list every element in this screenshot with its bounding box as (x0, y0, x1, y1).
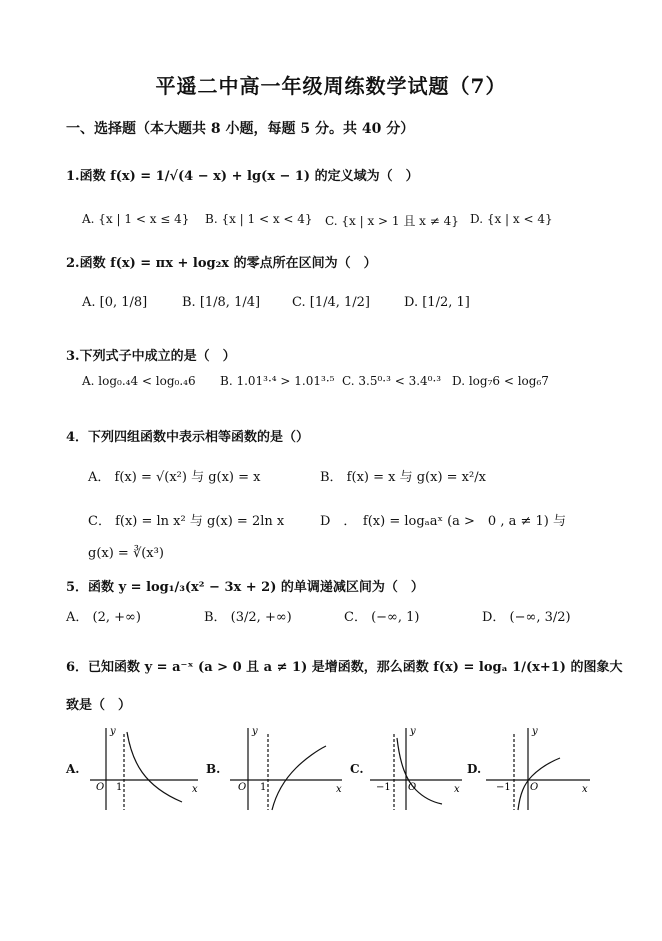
x-label: x (582, 784, 588, 795)
y-label: y (252, 726, 258, 737)
question-5-option-a: A． (2, +∞) (66, 610, 141, 625)
question-3-option-b: B. 1.01³·⁴ > 1.01³·⁵ (220, 374, 335, 388)
question-6-stem-line1: 6．已知函数 y = a⁻ˣ (a > 0 且 a ≠ 1) 是增函数，那么函数 f(x) = logₐ 1/(x+1) 的图象大 (66, 660, 623, 675)
question-1-option-b: B. {x | 1 < x < 4} (205, 212, 313, 226)
x-label: x (336, 784, 342, 795)
question-3-option-a: A. log₀.₄4 < log₀.₄6 (82, 374, 196, 388)
curve (518, 758, 560, 810)
question-1-option-c: C. {x | x > 1 且 x ≠ 4} (325, 214, 459, 228)
question-1-option-a: A. {x | 1 < x ≤ 4} (82, 212, 190, 226)
curve (397, 738, 442, 804)
graph-d (482, 724, 594, 814)
question-4-option-b: B． f(x) = x 与 g(x) = x²/x (320, 470, 486, 485)
graph-c (366, 724, 466, 814)
graph-a (86, 724, 202, 814)
y-label: y (110, 726, 116, 737)
graph-b-label: B. (206, 762, 221, 776)
question-2-stem: 2.函数 f(x) = πx + log₂x 的零点所在区间为（ ） (66, 256, 377, 271)
question-4-option-d-cont: g(x) = ∛(x³) (88, 546, 164, 561)
one-label: 1 (260, 782, 267, 793)
neg-one-label: −1 (376, 782, 391, 793)
question-1-option-d: D. {x | x < 4} (470, 212, 553, 226)
question-5-option-b: B． (3/2, +∞) (204, 610, 292, 625)
curve (127, 732, 182, 802)
question-4-stem: 4．下列四组函数中表示相等函数的是（） (66, 430, 310, 445)
x-label: x (192, 784, 198, 795)
page-title: 平遥二中高一年级周练数学试题（7） (155, 74, 507, 98)
question-6-stem-line2: 致是（ ） (66, 698, 132, 713)
graph-d-label: D. (467, 762, 482, 776)
question-4-option-d: D ． f(x) = logₐaˣ (a > 0 , a ≠ 1) 与 (320, 514, 566, 529)
question-4-option-a: A． f(x) = √(x²) 与 g(x) = x (88, 470, 261, 485)
graph-c-label: C. (350, 762, 364, 776)
question-5-option-c: C． (−∞, 1) (344, 610, 420, 625)
question-2-option-a: A. [0, 1/8] (82, 295, 148, 310)
question-5-stem: 5．函数 y = log₁/₃(x² − 3x + 2) 的单调递减区间为（ ） (66, 580, 424, 595)
curve (272, 746, 326, 810)
graph-b (226, 724, 346, 814)
question-1-stem: 1.函数 f(x) = 1/√(4 − x) + lg(x − 1) 的定义域为（ ） (66, 169, 419, 184)
y-label: y (532, 726, 538, 737)
origin-label: O (530, 782, 539, 793)
question-4-option-c: C． f(x) = ln x² 与 g(x) = 2ln x (88, 514, 285, 529)
question-2-option-d: D. [1/2, 1] (404, 295, 470, 310)
question-3-option-d: D. log₇6 < log₆7 (452, 374, 549, 388)
question-2-option-b: B. [1/8, 1/4] (182, 295, 261, 310)
origin-label: O (238, 782, 247, 793)
graph-a-label: A. (66, 762, 80, 776)
origin-label: O (96, 782, 105, 793)
question-3-stem: 3.下列式子中成立的是（ ） (66, 349, 236, 364)
neg-one-label: −1 (496, 782, 511, 793)
question-5-option-d: D． (−∞, 3/2) (482, 610, 571, 625)
question-2-option-c: C. [1/4, 1/2] (292, 295, 370, 310)
origin-label: O (408, 782, 417, 793)
one-label: 1 (116, 782, 123, 793)
question-3-option-c: C. 3.5⁰·³ < 3.4⁰·³ (342, 374, 442, 388)
section-heading: 一、选择题（本大题共 8 小题，每题 5 分。共 40 分） (66, 121, 415, 137)
y-label: y (410, 726, 416, 737)
x-label: x (454, 784, 460, 795)
